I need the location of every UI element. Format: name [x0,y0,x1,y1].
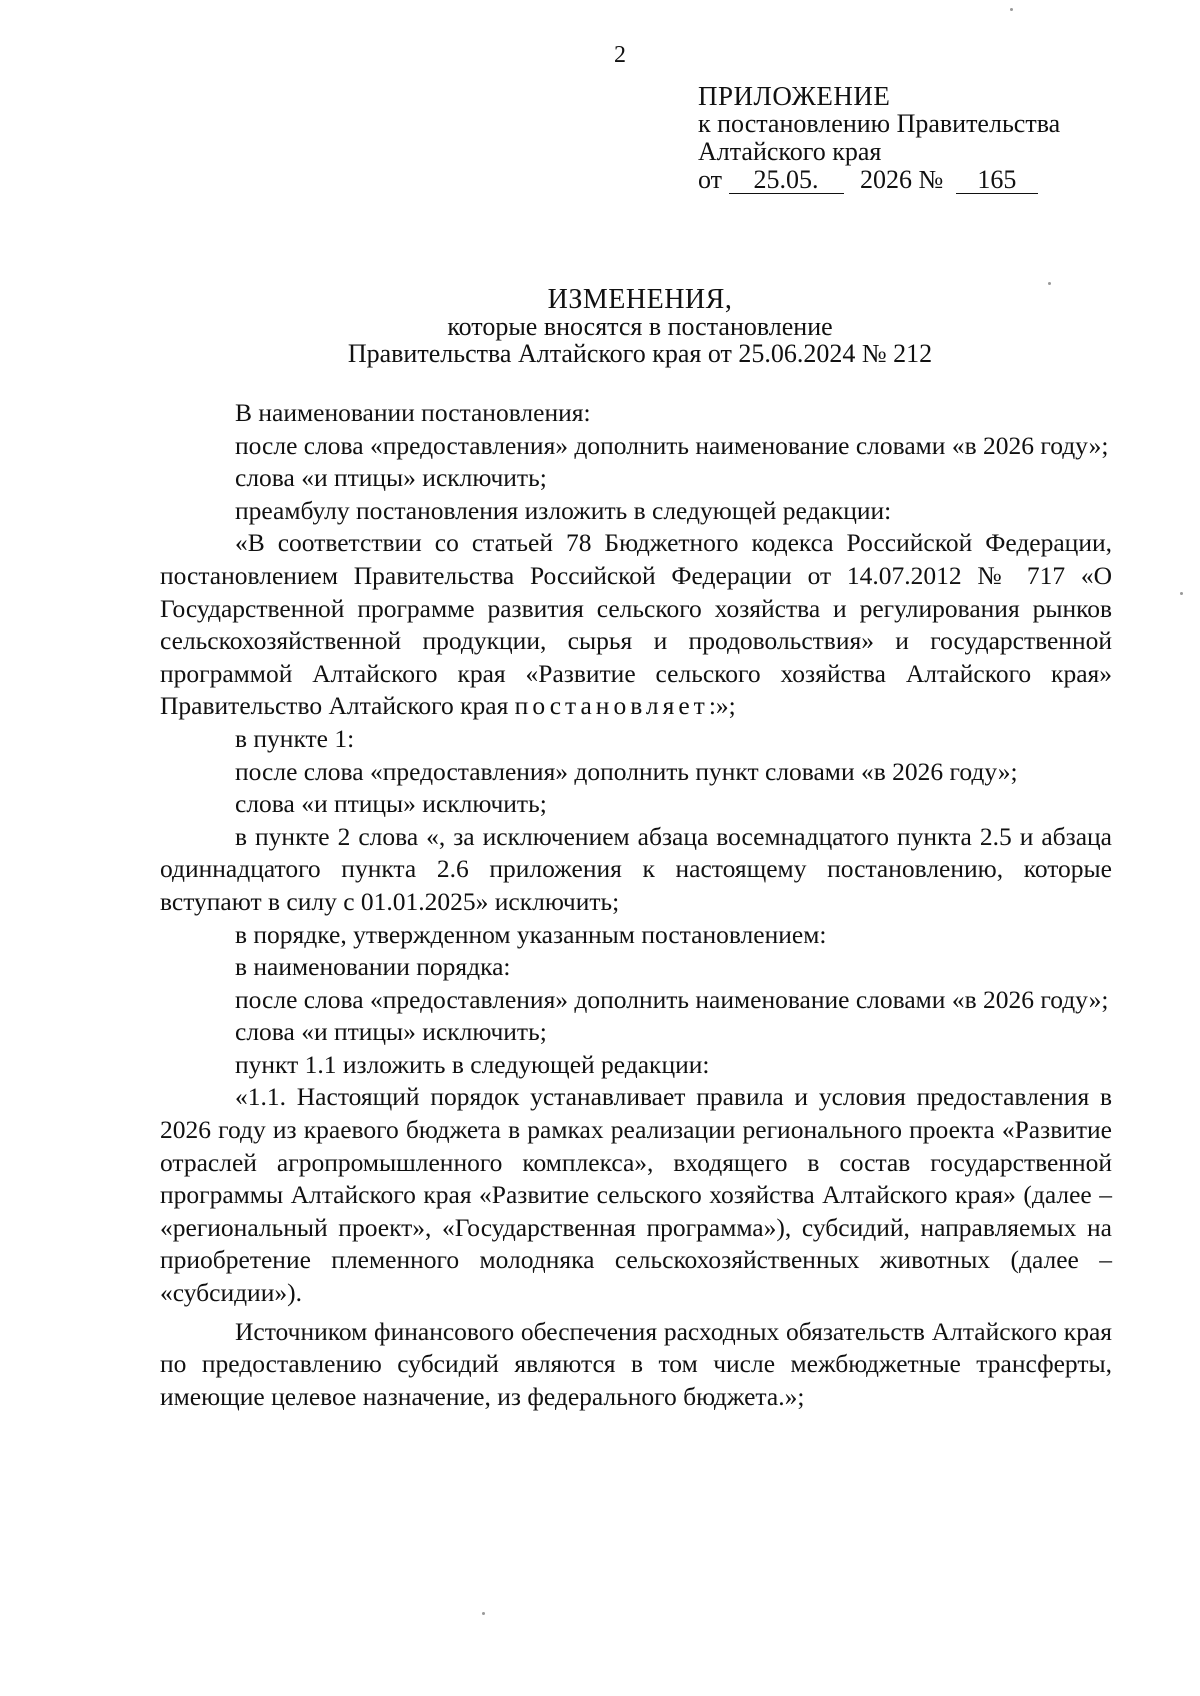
paragraph-15: «1.1. Настоящий порядок устанавливает правила и условия предоставления в 2026 году из краевого бюджета в рамках реализации регионального проекта «Развитие отраслей агропромышленного комплекса», входящего в состав государственной программы Алтайского края «Развитие сельского хозяйства Алтайского края» (далее – «региональный проект», «Государственная программа»), субсидий, направляемых на приобретение племенного молодняка сельскохозяйственных животных (далее – «субсидии»). [160,1082,1112,1308]
document-heading [160,286,1120,367]
paragraph-12: после слова «предоставления» дополнить наименование словами «в 2026 году»; [235,984,1109,1014]
paragraph-11: в наименовании порядка: [235,952,511,982]
paragraph-10: в порядке, утвержденном указанным постановлением: [235,919,827,949]
scan-speck [1010,8,1013,11]
appendix-line-1: к постановлению Правительства [698,109,1061,138]
paragraph-5 [160,527,1112,723]
year-value: 2026 [860,165,913,194]
paragraph-7: после слова «предоставления» дополнить пункт словами «в 2026 году»; [235,756,1018,786]
heading-line-2: Правительства Алтайского края от 25.06.2024 № 212 [347,339,933,368]
paragraph-3: слова «и птицы» исключить; [235,463,547,493]
preamble-end: :»; [708,691,736,721]
date-value: 25.05. [729,167,844,194]
scan-speck [1180,592,1183,595]
heading-title: ИЗМЕНЕНИЯ, [547,284,733,315]
scan-speck [1048,282,1051,285]
preamble-text: «В соответствии со статьей 78 Бюджетного кодекса Российской Федерации, постановлением Правительства Российской Федерации от 14.07.2012 № 717 «О Государственной программе развития сельского хозяйства и регулирования рынков сельскохозяйственной продукции, сырья и продовольствия» и государственной программой Алтайского края «Развитие сельского хозяйства Алтайского края» Правительство Алтайского края [160,528,1112,721]
scan-speck [482,1612,485,1615]
paragraph-14: пункт 1.1 изложить в следующей редакции: [235,1049,710,1079]
document-number: 165 [956,167,1038,194]
paragraph-16: Источником финансового обеспечения расходных обязательств Алтайского края по предоставлению субсидий являются в том числе межбюджетные трансферты, имеющие целевое назначение, из федерального бюджета.»; [160,1316,1112,1411]
page-number: 2 [614,42,626,68]
document-body [160,397,1112,1413]
paragraph-13: слова «и птицы» исключить; [235,1017,547,1047]
appendix-date-line [698,166,1060,194]
appendix-title: ПРИЛОЖЕНИЕ [698,81,891,111]
paragraph-2: после слова «предоставления» дополнить наименование словами «в 2026 году»; [235,430,1109,460]
paragraph-4: преамбулу постановления изложить в следующей редакции: [235,495,892,525]
number-sign: № [918,165,944,194]
paragraph-8: слова «и птицы» исключить; [235,789,547,819]
paragraph-9: в пункте 2 слова «, за исключением абзаца восемнадцатого пункта 2.5 и абзаца одиннадцатого пункта 2.6 приложения к настоящему постановлению, которые вступают в силу с 01.01.2025» исключить; [160,821,1112,916]
date-prefix: от [698,165,723,194]
paragraph-6: в пункте 1: [235,723,355,753]
appendix-block [698,82,1060,194]
preamble-resolves: постановляет [514,691,709,721]
heading-line-1: которые вносятся в постановление [447,312,833,341]
paragraph-1: В наименовании постановления: [235,398,591,427]
appendix-line-2: Алтайского края [698,137,882,166]
